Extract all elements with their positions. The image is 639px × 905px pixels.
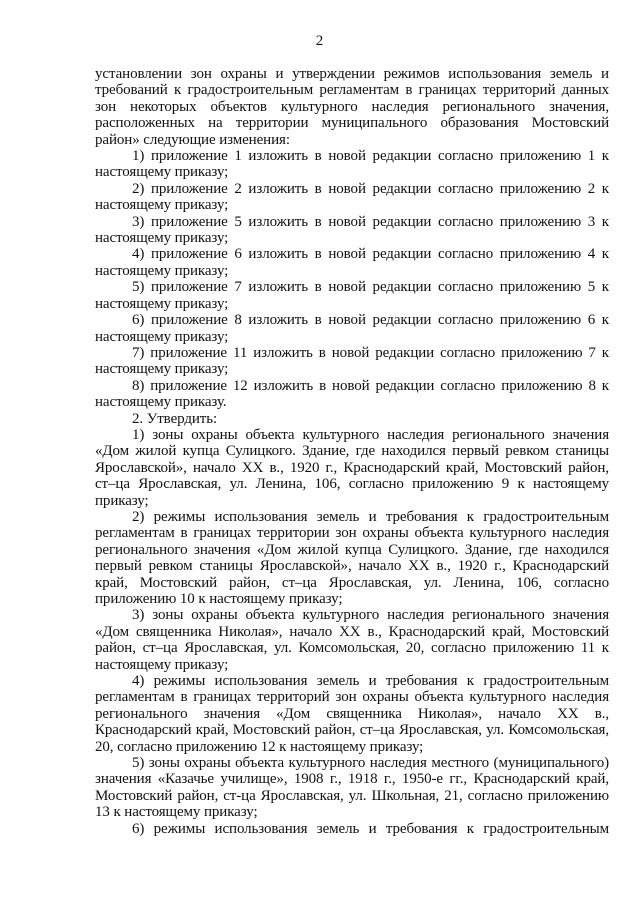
paragraph-item-2-3: 3) зоны охраны объекта культурного наследия регионального значения «Дом священника Николая», начало XX в., Краснодарский край, Мостовский район, ст–ца Ярославская, ул. Комсомольская, 20, согласно приложению 11 к настоящему приказу; — [95, 607, 609, 673]
paragraph-section-2: 2. Утвердить: — [132, 410, 218, 427]
paragraph-item-1-3: 3) приложение 5 изложить в новой редакции согласно приложению 3 к настоящему приказу; — [95, 213, 609, 247]
paragraph-item-1-1: 1) приложение 1 изложить в новой редакции согласно приложению 1 к настоящему приказу; — [95, 148, 609, 181]
paragraph-item-2-1: 1) зоны охраны объекта культурного наследия регионального значения «Дом жилой купца Сулицкого. Здание, где находился первый ревком станицы Ярославской», начало XX в., 1920 г., Краснодарский край, Мостовский район, ст–ца Ярославская, ул. Ленина, 106, согласно приложению 9 к настоящему приказу; — [95, 426, 609, 509]
paragraph-item-1-7: 7) приложение 11 изложить в новой редакции согласно приложению 7 к настоящему приказу; — [95, 344, 609, 378]
document-body — [95, 66, 609, 837]
paragraph-item-1-2: 2) приложение 2 изложить в новой редакции согласно приложению 2 к настоящему приказу; — [95, 180, 609, 214]
paragraph-item-2-4: 4) режимы использования земель и требования к градостроительным регламентам в границах территорий зон охраны объекта культурного наследия регионального значения «Дом священника Николая», начало XX в., Краснодарский край, Мостовский район, ст–ца Ярославская, ул. Комсомольская, 20, согласно приложению 12 к настоящему приказу; — [95, 673, 609, 755]
paragraph-item-2-5: 5) зоны охраны объекта культурного наследия местного (муниципального) значения «Казачье училище», 1908 г., 1918 г., 1950-е гг., Краснодарский край, Мостовский район, ст-ца Ярославская, ул. Школьная, 21, согласно приложению 13 к настоящему приказу; — [95, 755, 609, 821]
paragraph-item-1-8: 8) приложение 12 изложить в новой редакции согласно приложению 8 к настоящему приказу. — [95, 377, 609, 411]
paragraph-item-2-6: 6) режимы использования земель и требования к градостроительным — [132, 820, 609, 837]
paragraph-item-1-4: 4) приложение 6 изложить в новой редакции согласно приложению 4 к настоящему приказу; — [95, 246, 609, 279]
page-number: 2 — [315, 33, 324, 49]
paragraph-item-2-2: 2) режимы использования земель и требования к градостроительным регламентам в границах территории зон охраны объекта культурного наследия регионального значения «Дом жилой купца Сулицкого. Здание, где находился первый ревком станицы Ярославской», начало XX в., 1920 г., Краснодарский край, Мостовский район, ст–ца Ярославская, ул. Ленина, 106, согласно приложению 10 к настоящему приказу; — [95, 508, 609, 607]
paragraph-intro: установлении зон охраны и утверждении режимов использования земель и требований к градостроительным регламентам в границах территорий данных зон некоторых объектов культурного наследия регионального значения, расположенных на территории муниципального образования Мостовский район» следующие изменения: — [95, 66, 609, 148]
paragraph-item-1-5: 5) приложение 7 изложить в новой редакции согласно приложению 5 к настоящему приказу; — [95, 279, 609, 312]
paragraph-item-1-6: 6) приложение 8 изложить в новой редакции согласно приложению 6 к настоящему приказу; — [95, 312, 609, 345]
